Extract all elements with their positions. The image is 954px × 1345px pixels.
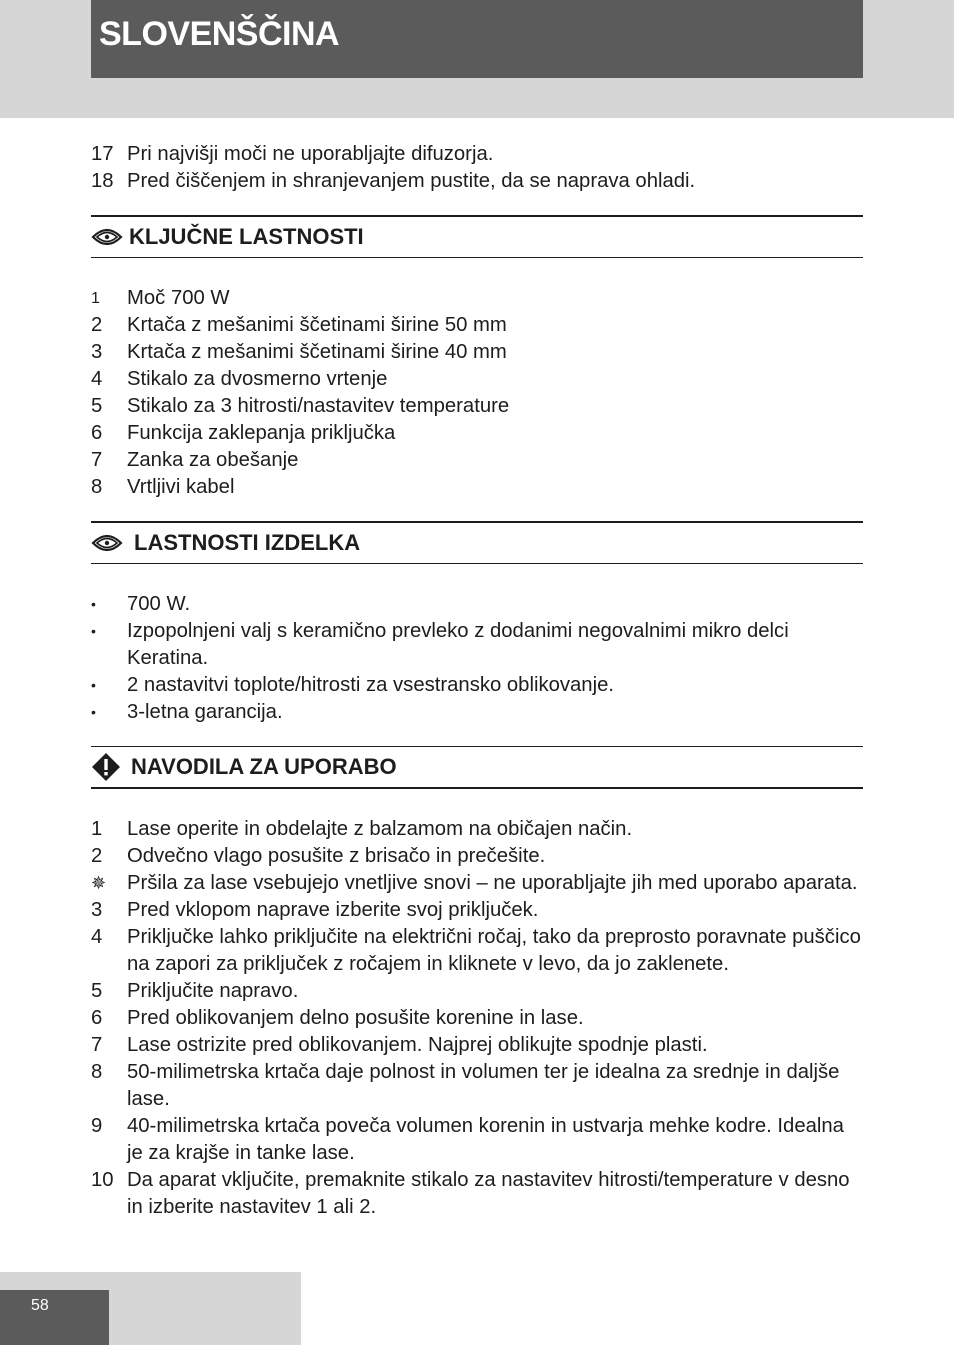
page-number-box: [0, 1290, 109, 1345]
item-text: Priključke lahko priključite na električni ročaj, tako da preprosto poravnate puščico na zapori za priključek z ročajem in kliknete v levo, da jo zaklenete.: [127, 926, 861, 975]
item-number: 6: [91, 1007, 103, 1029]
item-number: 8: [91, 1061, 103, 1083]
page-number: 58: [31, 1297, 49, 1314]
list-item: [91, 285, 863, 312]
item-text: Pršila za lase vsebujejo vnetljive snovi – ne uporabljajte jih med uporabo aparata.: [127, 872, 858, 894]
item-number: 2: [91, 314, 103, 336]
item-number: 2: [91, 845, 103, 867]
item-number: 7: [91, 449, 103, 471]
section-heading: [91, 746, 863, 789]
list-item: [91, 420, 863, 447]
item-text: Lase ostrizite pred oblikovanjem. Najprej oblikujte spodnje plasti.: [127, 1034, 708, 1056]
item-number: 3: [91, 899, 103, 921]
item-number: 8: [91, 476, 103, 498]
warning-item: [91, 870, 863, 897]
item-text: Pred vklopom naprave izberite svoj priključek.: [127, 899, 539, 921]
item-text: 40-milimetrska krtača poveča volumen korenin in ustvarja mehke kodre. Idealna je za krajše in tanke lase.: [127, 1115, 844, 1164]
section-title: KLJUČNE LASTNOSTI: [129, 224, 364, 249]
bullet: •: [91, 623, 96, 639]
item-text: Pred oblikovanjem delno posušite korenine in lase.: [127, 1007, 584, 1029]
bullet: •: [91, 704, 96, 720]
item-number: 17: [91, 143, 114, 165]
intro-list: [91, 141, 863, 195]
list-item: [91, 699, 863, 726]
item-number: 6: [91, 422, 103, 444]
section-title: LASTNOSTI IZDELKA: [134, 530, 361, 555]
list-item: [91, 618, 863, 672]
item-number: 3: [91, 341, 103, 363]
item-text: Da aparat vključite, premaknite stikalo za nastavitev hitrosti/temperature v desno in izberite nastavitev 1 ali 2.: [127, 1169, 850, 1218]
list-item: [91, 978, 863, 1005]
instructions-section: [91, 746, 863, 1221]
list-item: [91, 1005, 863, 1032]
list-item: [91, 924, 863, 978]
item-text: Moč 700 W: [127, 287, 230, 309]
item-number: 4: [91, 926, 103, 948]
list-item: [91, 1167, 863, 1221]
list-item: [91, 141, 863, 168]
diamond-exclamation-icon: [91, 752, 121, 782]
item-number: 7: [91, 1034, 103, 1056]
item-text: Vrtljivi kabel: [127, 476, 235, 498]
item-text: Odvečno vlago posušite z brisačo in prečešite.: [127, 845, 546, 867]
bullet: •: [91, 596, 96, 612]
item-text: Pri najvišji moči ne uporabljajte difuzorja.: [127, 143, 494, 165]
list-item: [91, 339, 863, 366]
item-number: 1: [91, 818, 103, 840]
key-features-section: [91, 215, 863, 501]
item-text: Krtača z mešanimi ščetinami širine 50 mm: [127, 314, 507, 336]
item-number: 5: [91, 980, 103, 1002]
product-features-section: [91, 521, 863, 726]
item-text: 2 nastavitvi toplote/hitrosti za vsestransko oblikovanje.: [127, 674, 614, 696]
list-item: [91, 591, 863, 618]
item-text: 50-milimetrska krtača daje polnost in volumen ter je idealna za srednje in daljše lase.: [127, 1061, 840, 1110]
item-text: Lase operite in obdelajte z balzamom na običajen način.: [127, 818, 633, 840]
list-item: [91, 393, 863, 420]
list-item: [91, 312, 863, 339]
list-item: [91, 1113, 863, 1167]
list-item: [91, 897, 863, 924]
item-text: Izpopolnjeni valj s keramično prevleko z dodanimi negovalnimi mikro delci Keratina.: [127, 620, 789, 669]
list-item: [91, 168, 863, 195]
list-item: [91, 1032, 863, 1059]
list-item: [91, 366, 863, 393]
item-text: Stikalo za 3 hitrosti/nastavitev temperature: [127, 395, 510, 417]
list-item: [91, 816, 863, 843]
item-text: 700 W.: [127, 593, 191, 615]
page-title: SLOVENŠČINA: [99, 15, 340, 53]
list-item: [91, 1059, 863, 1113]
eye-icon: [91, 227, 123, 247]
item-number: 9: [91, 1115, 103, 1137]
key-features-list: [91, 285, 863, 501]
list-item: [91, 843, 863, 870]
warning-star-icon: ✵: [91, 873, 107, 893]
item-number: 1: [91, 290, 100, 307]
list-item: [91, 672, 863, 699]
list-item: [91, 474, 863, 501]
item-number: 4: [91, 368, 103, 390]
eye-icon: [91, 533, 123, 553]
main-content: [91, 141, 863, 1221]
item-text: Pred čiščenjem in shranjevanjem pustite, da se naprava ohladi.: [127, 170, 696, 192]
item-text: 3-letna garancija.: [127, 701, 283, 723]
list-item: [91, 447, 863, 474]
item-number: 5: [91, 395, 103, 417]
section-title: NAVODILA ZA UPORABO: [131, 754, 397, 779]
product-features-list: [91, 591, 863, 726]
item-number: 18: [91, 170, 114, 192]
section-heading: [91, 215, 863, 258]
bullet: •: [91, 677, 96, 693]
item-text: Funkcija zaklepanja priključka: [127, 422, 396, 444]
section-heading: [91, 521, 863, 564]
item-text: Zanka za obešanje: [127, 449, 299, 471]
item-text: Krtača z mešanimi ščetinami širine 40 mm: [127, 341, 507, 363]
item-text: Priključite napravo.: [127, 980, 299, 1002]
item-text: Stikalo za dvosmerno vrtenje: [127, 368, 388, 390]
title-box: [91, 0, 863, 78]
instructions-list: [91, 816, 863, 1221]
item-number: 10: [91, 1169, 114, 1191]
